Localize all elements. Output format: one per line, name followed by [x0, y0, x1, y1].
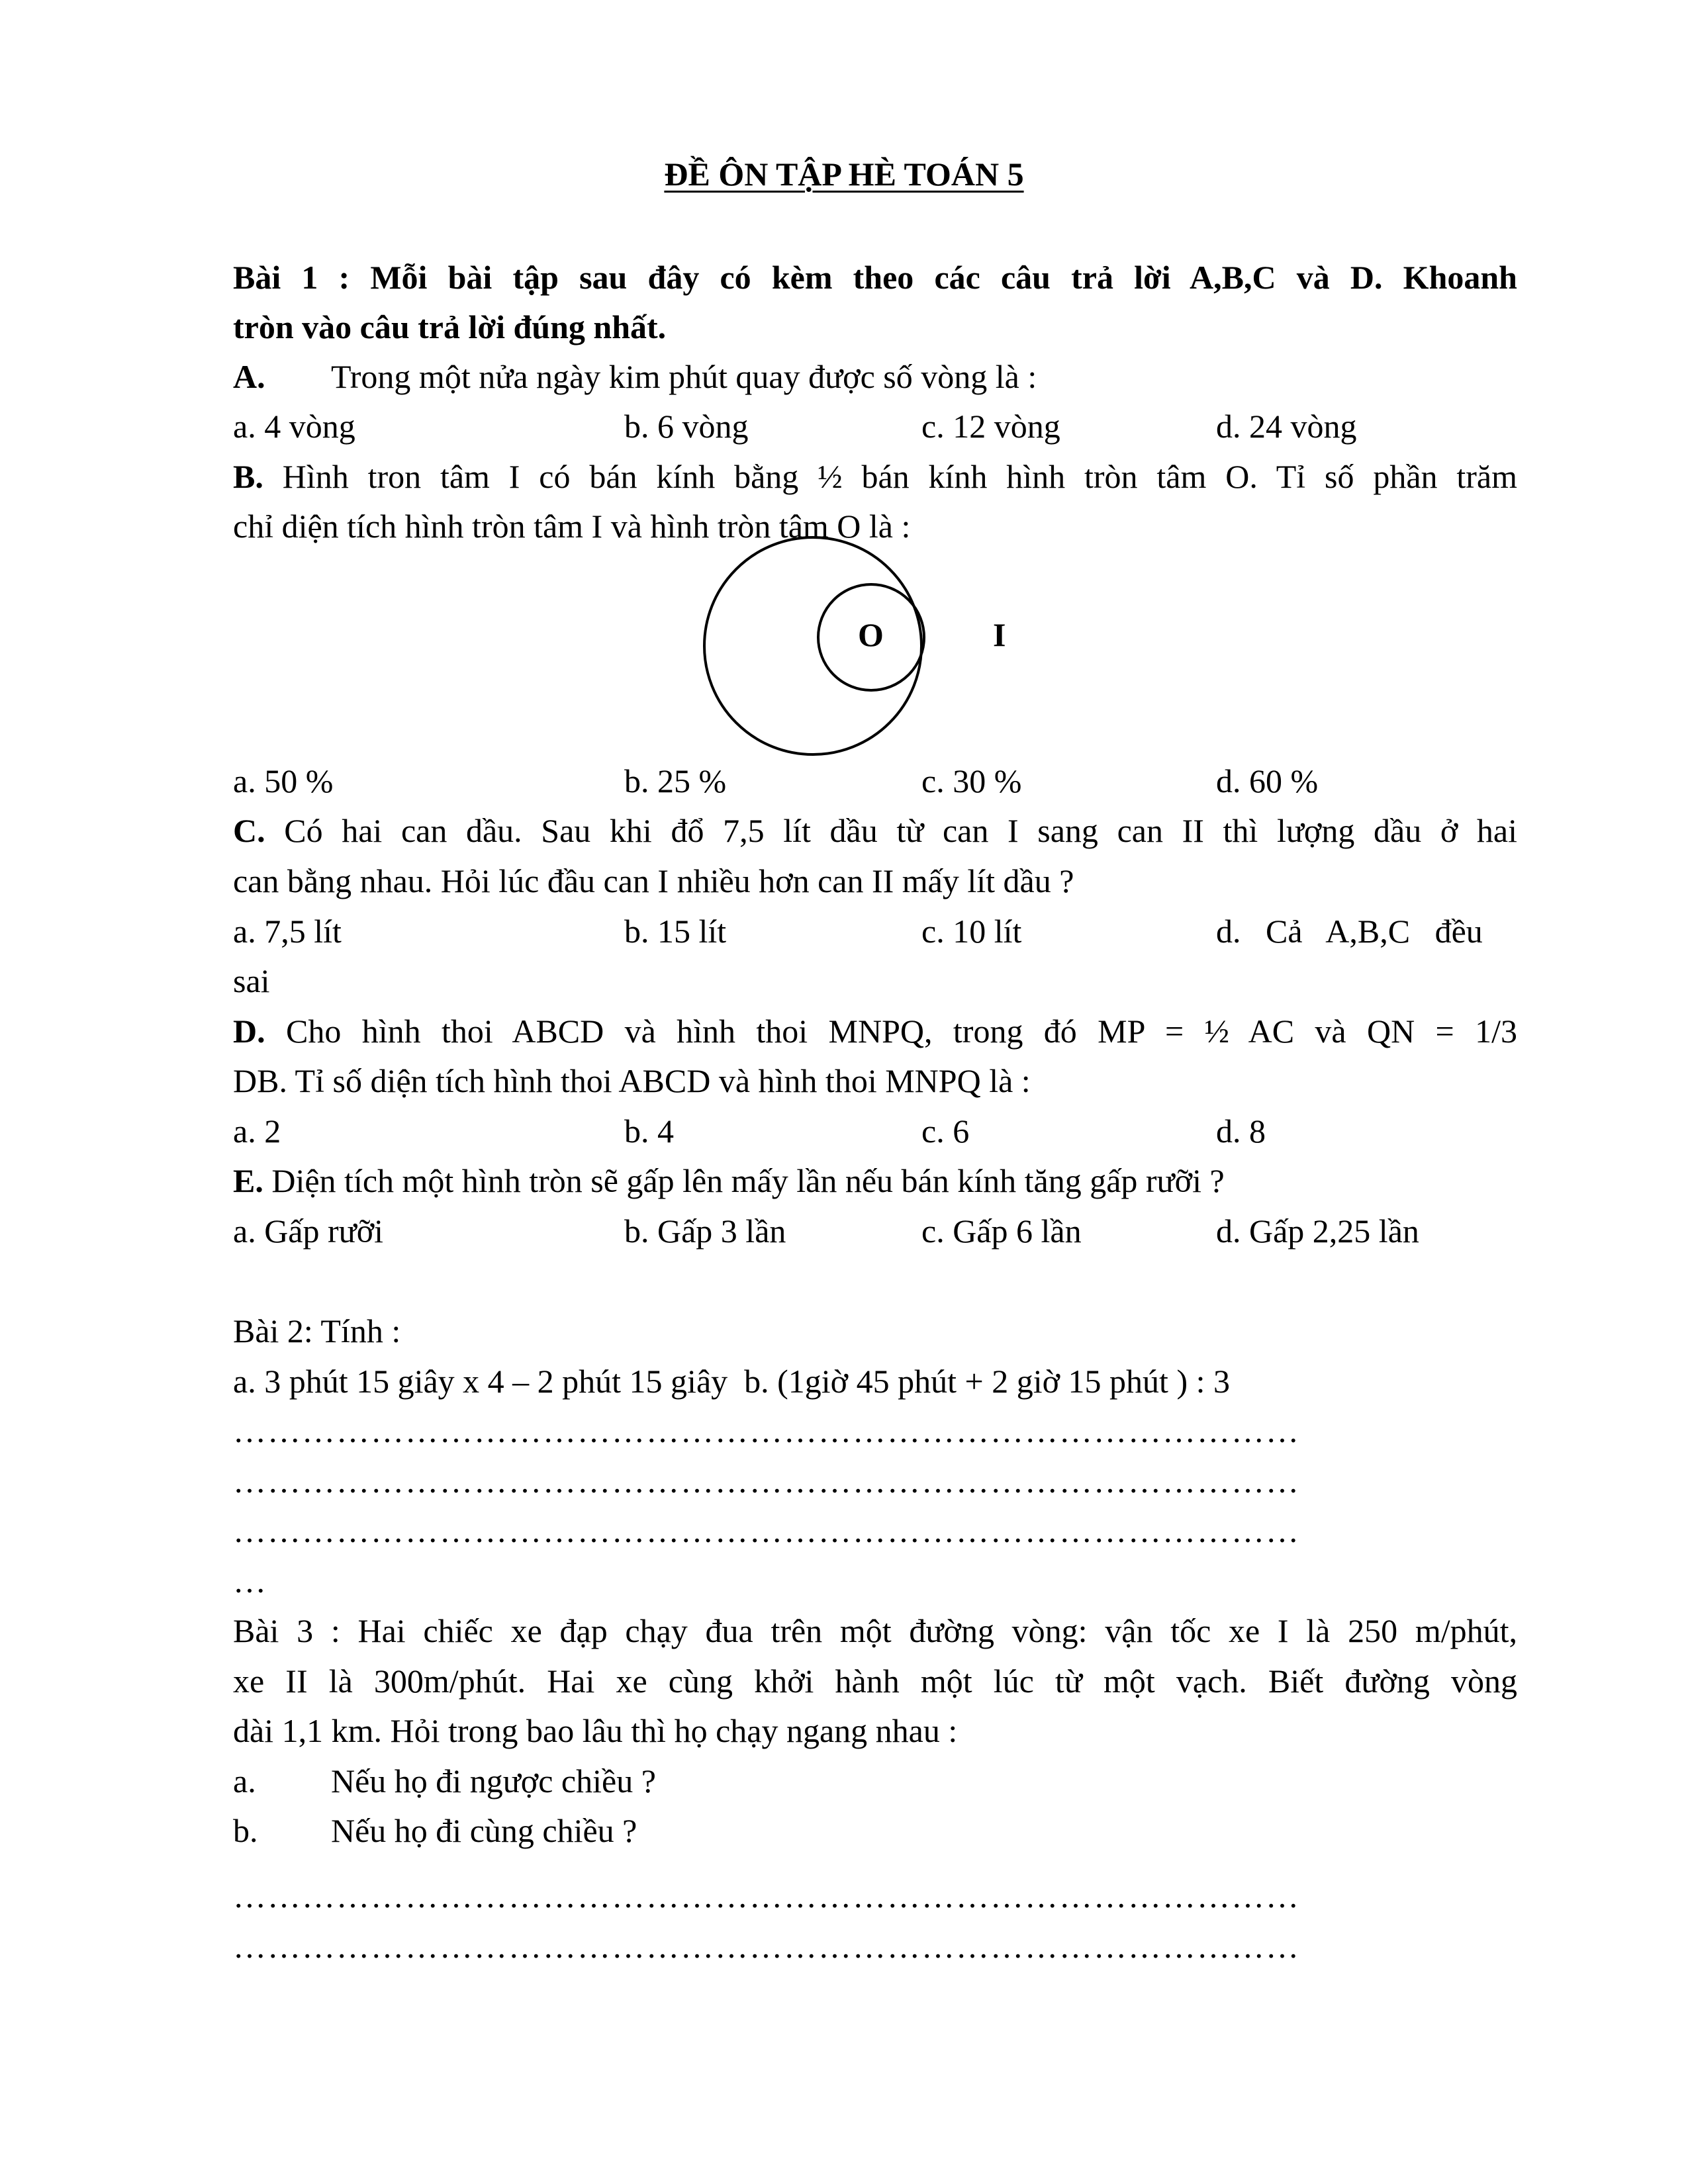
- bai2-answer-dots-1: …………………………………………………………………………………: [233, 1412, 1300, 1449]
- question-a-option-b: b. 6 vòng: [624, 408, 749, 445]
- question-c-option-c: c. 10 lít: [921, 913, 1022, 950]
- question-c-option-b: b. 15 lít: [624, 913, 727, 950]
- bai3-item-b-label: b.: [233, 1812, 258, 1849]
- question-d-line1: [233, 1013, 1517, 1050]
- bai3-line3: dài 1,1 km. Hỏi trong bao lâu thì họ chạy ngang nhau :: [233, 1712, 958, 1749]
- bai1-heading-line1: Bài 1 : Mỗi bài tập sau đây có kèm theo các câu trả lời A,B,C và D. Khoanh: [233, 259, 1517, 296]
- question-c-option-d: d. Cả A,B,C đều: [1216, 913, 1483, 950]
- bai2-answer-dots-3: …………………………………………………………………………………: [233, 1512, 1300, 1549]
- question-b-option-d: d. 60 %: [1216, 762, 1319, 799]
- bai2-expression: a. 3 phút 15 giây x 4 – 2 phút 15 giây b. (1giờ 45 phút + 2 giờ 15 phút ) : 3: [233, 1363, 1230, 1400]
- figure-label-o: O: [858, 616, 884, 653]
- question-a-text: Trong một nửa ngày kim phút quay được số vòng là :: [331, 358, 1037, 395]
- bai3-item-a-label: a.: [233, 1762, 256, 1799]
- bai3-item-a-text: Nếu họ đi ngược chiều ?: [331, 1762, 656, 1799]
- question-a-option-d: d. 24 vòng: [1216, 408, 1357, 445]
- bai1-heading-line2: tròn vào câu trả lời đúng nhất.: [233, 308, 667, 345]
- question-c-text1: Có hai can dầu. Sau khi đổ 7,5 lít dầu từ can I sang can II thì lượng dầu ở hai: [284, 812, 1517, 849]
- question-c-option-a: a. 7,5 lít: [233, 913, 342, 950]
- bai3-item-b-text: Nếu họ đi cùng chiều ?: [331, 1812, 637, 1849]
- circles-figure: [702, 529, 966, 774]
- question-e-text: Diện tích một hình tròn sẽ gấp lên mấy lần nếu bán kính tăng gấp rưỡi ?: [271, 1162, 1225, 1199]
- question-d-line2: DB. Tỉ số diện tích hình thoi ABCD và hình thoi MNPQ là :: [233, 1062, 1031, 1099]
- question-a-option-c: c. 12 vòng: [921, 408, 1060, 445]
- bai3-answer-dots-2: …………………………………………………………………………………: [233, 1928, 1300, 1965]
- question-b-text1: Hình tron tâm I có bán kính bằng ½ bán kính hình tròn tâm O. Tỉ số phần trăm: [282, 458, 1518, 495]
- question-c-line2: can bằng nhau. Hỏi lúc đầu can I nhiều hơn can II mấy lít dầu ?: [233, 862, 1074, 899]
- question-c-option-d-cont: sai: [233, 962, 270, 999]
- bai2-answer-dots-2: …………………………………………………………………………………: [233, 1463, 1300, 1500]
- figure-label-i: I: [993, 616, 1006, 653]
- bai3-answer-dots-1: …………………………………………………………………………………: [233, 1878, 1300, 1915]
- question-b-label: B.: [233, 458, 263, 495]
- question-b-line2: chỉ diện tích hình tròn tâm I và hình tròn tâm O là :: [233, 508, 911, 545]
- bai2-heading: Bài 2: Tính :: [233, 1312, 401, 1349]
- question-e-label: E.: [233, 1162, 263, 1199]
- question-c-label: C.: [233, 812, 265, 849]
- question-e-option-d: d. Gấp 2,25 lần: [1216, 1212, 1419, 1250]
- question-a-label: A.: [233, 358, 265, 395]
- question-d-option-c: c. 6: [921, 1113, 970, 1150]
- question-d-option-a: a. 2: [233, 1113, 281, 1150]
- question-e-option-c: c. Gấp 6 lần: [921, 1212, 1082, 1250]
- question-e-option-b: b. Gấp 3 lần: [624, 1212, 786, 1250]
- question-c-line1: [233, 813, 1517, 849]
- question-a-option-a: a. 4 vòng: [233, 408, 355, 445]
- question-d-option-d: d. 8: [1216, 1113, 1266, 1150]
- question-b-option-c: c. 30 %: [921, 762, 1022, 799]
- question-d-text1: Cho hình thoi ABCD và hình thoi MNPQ, trong đó MP = ½ AC và QN = 1/3: [285, 1013, 1518, 1050]
- question-b-option-b: b. 25 %: [624, 762, 727, 799]
- question-b-line1: [233, 459, 1517, 495]
- bai3-line1: Bài 3 : Hai chiếc xe đạp chạy đua trên một đường vòng: vận tốc xe I là 250 m/phút,: [233, 1612, 1517, 1649]
- bai2-answer-dots-4: …: [233, 1563, 267, 1600]
- question-e-line: [233, 1163, 1225, 1199]
- question-d-option-b: b. 4: [624, 1113, 674, 1150]
- bai3-line2: xe II là 300m/phút. Hai xe cùng khởi hành một lúc từ một vạch. Biết đường vòng: [233, 1662, 1517, 1700]
- page-title: ĐỀ ÔN TẬP HÈ TOÁN 5: [664, 156, 1024, 193]
- question-b-option-a: a. 50 %: [233, 762, 334, 799]
- question-e-option-a: a. Gấp rưỡi: [233, 1212, 384, 1250]
- large-circle: [704, 537, 921, 754]
- question-d-label: D.: [233, 1013, 265, 1050]
